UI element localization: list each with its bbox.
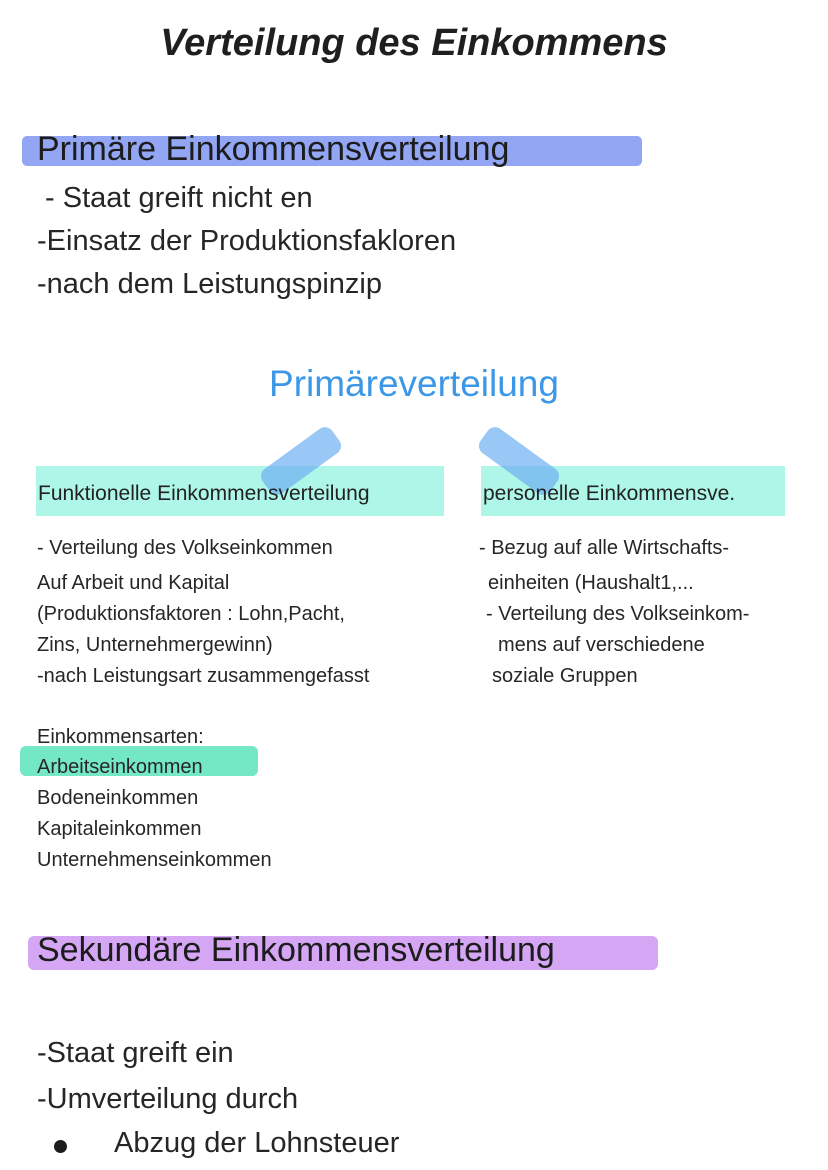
funktionell-line: Zins, Unternehmergewinn) [37, 634, 273, 656]
personell-line: einheiten (Haushalt1,... [488, 572, 694, 594]
primaer-heading: Primäre Einkommensverteilung [37, 130, 510, 168]
sekundaer-bullet: Abzug der Lohnsteuer [114, 1127, 400, 1159]
sekundaer-point: -Umverteilung durch [37, 1083, 299, 1115]
funktionell-line: - Verteilung des Volkseinkommen [37, 537, 333, 559]
einkommensart-item: Arbeitseinkommen [37, 756, 203, 778]
primaer-point: -Einsatz der Produktionsfakloren [37, 225, 457, 257]
sekundaer-point: -Staat greift ein [37, 1037, 234, 1069]
einkommensart-item: Kapitaleinkommen [37, 818, 202, 840]
sekundaer-heading: Sekundäre Einkommensverteilung [37, 931, 555, 969]
bullet-icon [54, 1140, 67, 1153]
primaer-point: - Staat greift nicht en [37, 182, 313, 214]
primaer-point: -nach dem Leistungspinzip [37, 268, 382, 300]
funktionell-line: (Produktionsfaktoren : Lohn,Pacht, [37, 603, 345, 625]
funktionell-line: Auf Arbeit und Kapital [37, 572, 230, 594]
personell-line: - Bezug auf alle Wirtschafts- [479, 537, 730, 559]
funktionell-line: -nach Leistungsart zusammengefasst [37, 665, 370, 687]
einkommensart-item: Unternehmenseinkommen [37, 849, 272, 871]
personell-heading: personelle Einkommensve. [483, 482, 736, 505]
funktionell-heading: Funktionelle Einkommensverteilung [38, 482, 370, 505]
personell-line: mens auf verschiedene [498, 634, 705, 656]
personell-line: - Verteilung des Volkseinkom- [486, 603, 750, 625]
page-title: Verteilung des Einkommens [160, 22, 668, 64]
einkommensarten-label: Einkommensarten: [37, 726, 204, 748]
primaerverteilung-label: Primäreverteilung [269, 363, 559, 404]
einkommensart-item: Bodeneinkommen [37, 787, 199, 809]
personell-line: soziale Gruppen [492, 665, 638, 687]
